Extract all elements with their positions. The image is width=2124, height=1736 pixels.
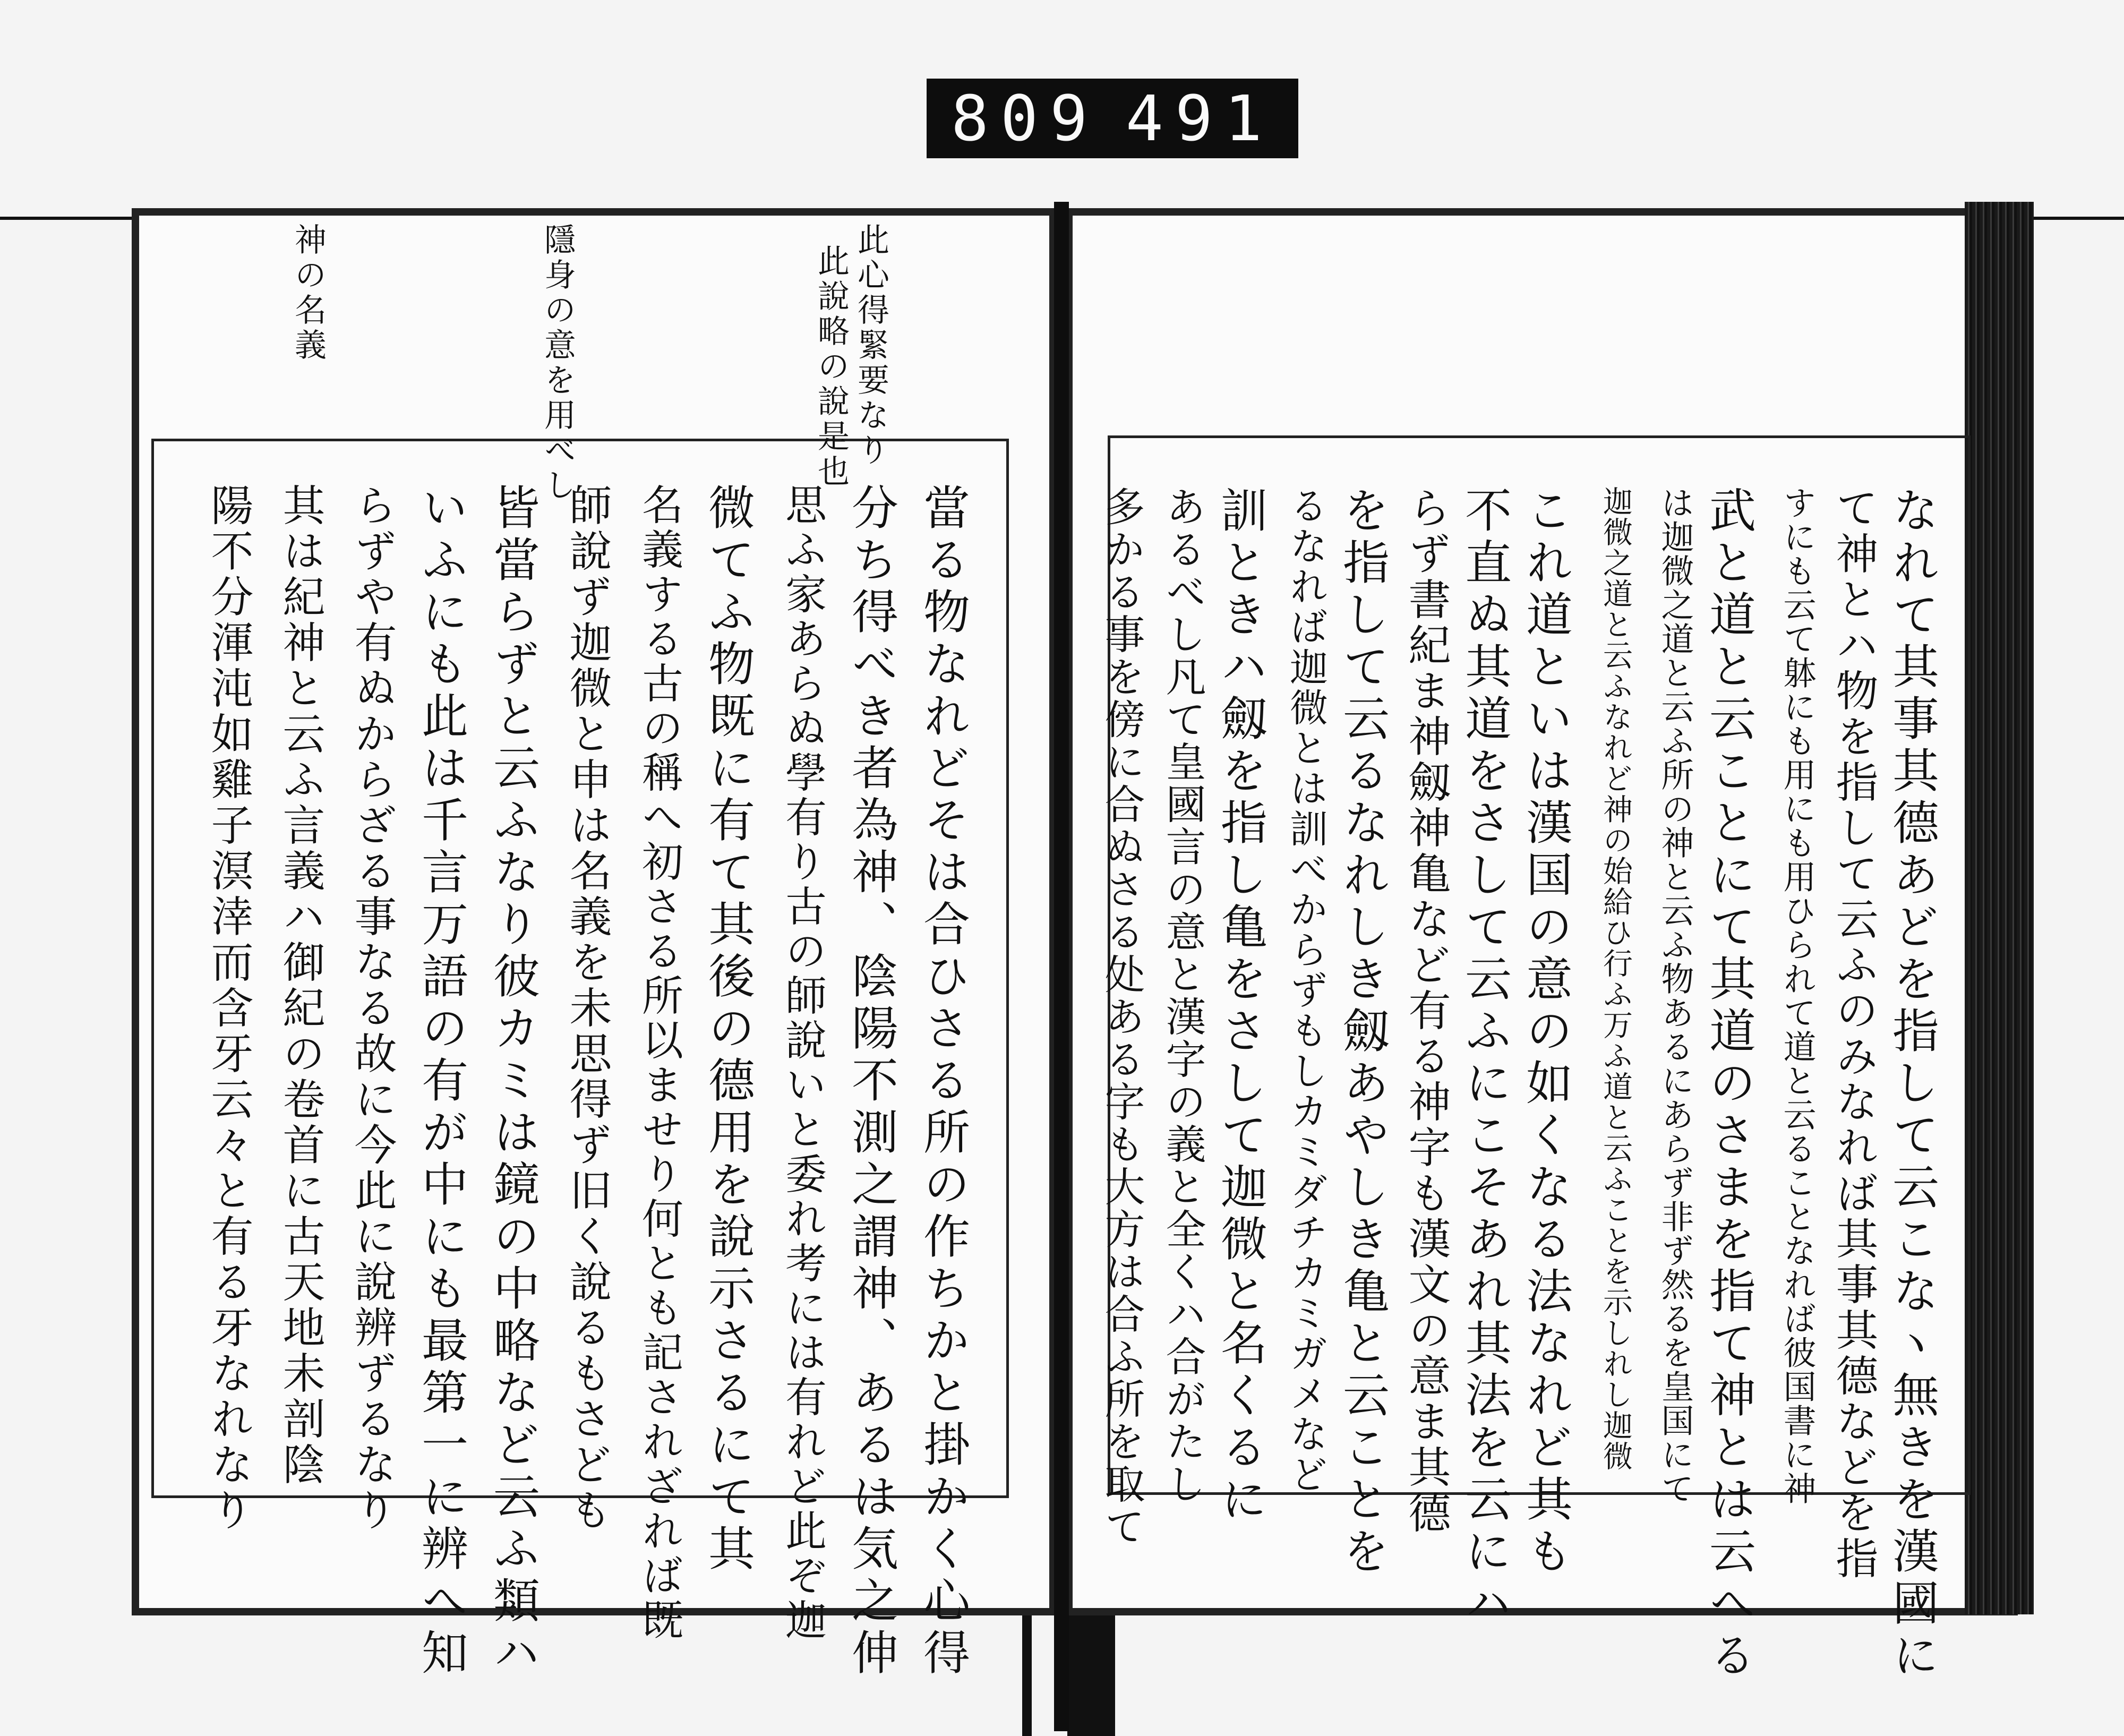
text-column: て神とハ物を指して云ふのみなれば其事其德などを指 <box>1829 486 1878 1582</box>
text-column: 思ふ家あらぬ學有り古の師說いと委れ考には有れど此ぞ迦 <box>778 483 826 1643</box>
catalog-number-right: 491 <box>1125 82 1274 155</box>
text-column: 名義する古の稱へ初さる所以ませり何とも記されざれば既 <box>635 483 683 1643</box>
text-column: 不直ぬ其道をさして云ふにこそあれ其法を云にハ <box>1458 486 1512 1631</box>
headnote: 此說略の說是也 <box>812 244 850 490</box>
text-column: 當る物なれどそは合ひさる所の作ちかと掛かく心得 <box>916 483 971 1680</box>
text-column: 迦微之道と云ふなれど神の始給ひ行ふ万ふ道と云ふことを示しれし迦微 <box>1598 486 1633 1472</box>
page-edges <box>1965 202 2034 1614</box>
spine-shadow <box>1022 1614 1032 1736</box>
book-gutter <box>1054 202 1069 1731</box>
text-column: るなれば迦微とは訓べからずもしカミダチカミガメなど <box>1283 486 1328 1495</box>
text-column: 多かる事を傍に合ぬさる处ある字も大方は合ふ所を取て <box>1098 486 1145 1548</box>
text-column: なれて其事其德あどを指して云こなヽ無きを漢國に <box>1885 486 1940 1683</box>
headnote: 隱身の意を用べし <box>539 223 576 503</box>
text-column: すにも云て躰にも用にも用ひられて道と云ることなれば彼国書に神 <box>1778 486 1817 1506</box>
text-column: を指して云るなれしき劔あやしき亀と云ことを <box>1335 486 1390 1579</box>
text-column: 陽不分渾沌如雞子溟涬而含牙云々と有る牙なれなり <box>204 483 253 1534</box>
text-column: 微てふ物既に有て其後の德用を說示さるにて其 <box>701 483 756 1576</box>
catalog-number-left: 809 <box>951 82 1100 155</box>
text-column: 訓ときハ劔を指し亀をさして迦微と名くるに <box>1213 486 1268 1527</box>
headnote: 此心得緊要なり <box>852 223 889 468</box>
catalog-number-label <box>927 79 1298 158</box>
text-column: 武と道と云ことにて其道のさまを指て神とは云へる <box>1702 486 1757 1683</box>
text-column: らず書紀ま神劔神亀など有る神字も漢文の意ま其德 <box>1401 486 1451 1536</box>
text-column: これ道といは漢国の意の如くなる法なれど其も <box>1519 486 1573 1579</box>
text-column: あるべし凡て皇國言の意と漢字の義と全くハ合がたし <box>1159 486 1206 1506</box>
spine-shadow <box>1067 1614 1115 1736</box>
text-column: は迦微之道と云ふ所の神と云ふ物あるにあらず非ず然るを皇国にて <box>1656 486 1694 1506</box>
text-column: らずや有ぬからざる事なる故に今此に說辨ずるなり <box>347 483 397 1534</box>
text-column: 分ち得べき者為神、陰陽不測之謂神、あるは気之伸 <box>844 483 899 1680</box>
text-column: 師說ず迦微と申は名義を未思得ず旧く說るもさども <box>562 483 612 1534</box>
text-column: いふにも此は千言万語の有が中にも最第一に辨へ知 <box>414 483 469 1680</box>
headnote: 神の名義 <box>289 223 327 363</box>
text-column: 皆當らずと云ふなり彼カミは鏡の中略など云ふ類ハ <box>486 483 541 1680</box>
text-column: 其は紀神と云ふ言義ハ御紀の卷首に古天地未剖陰 <box>276 483 325 1488</box>
